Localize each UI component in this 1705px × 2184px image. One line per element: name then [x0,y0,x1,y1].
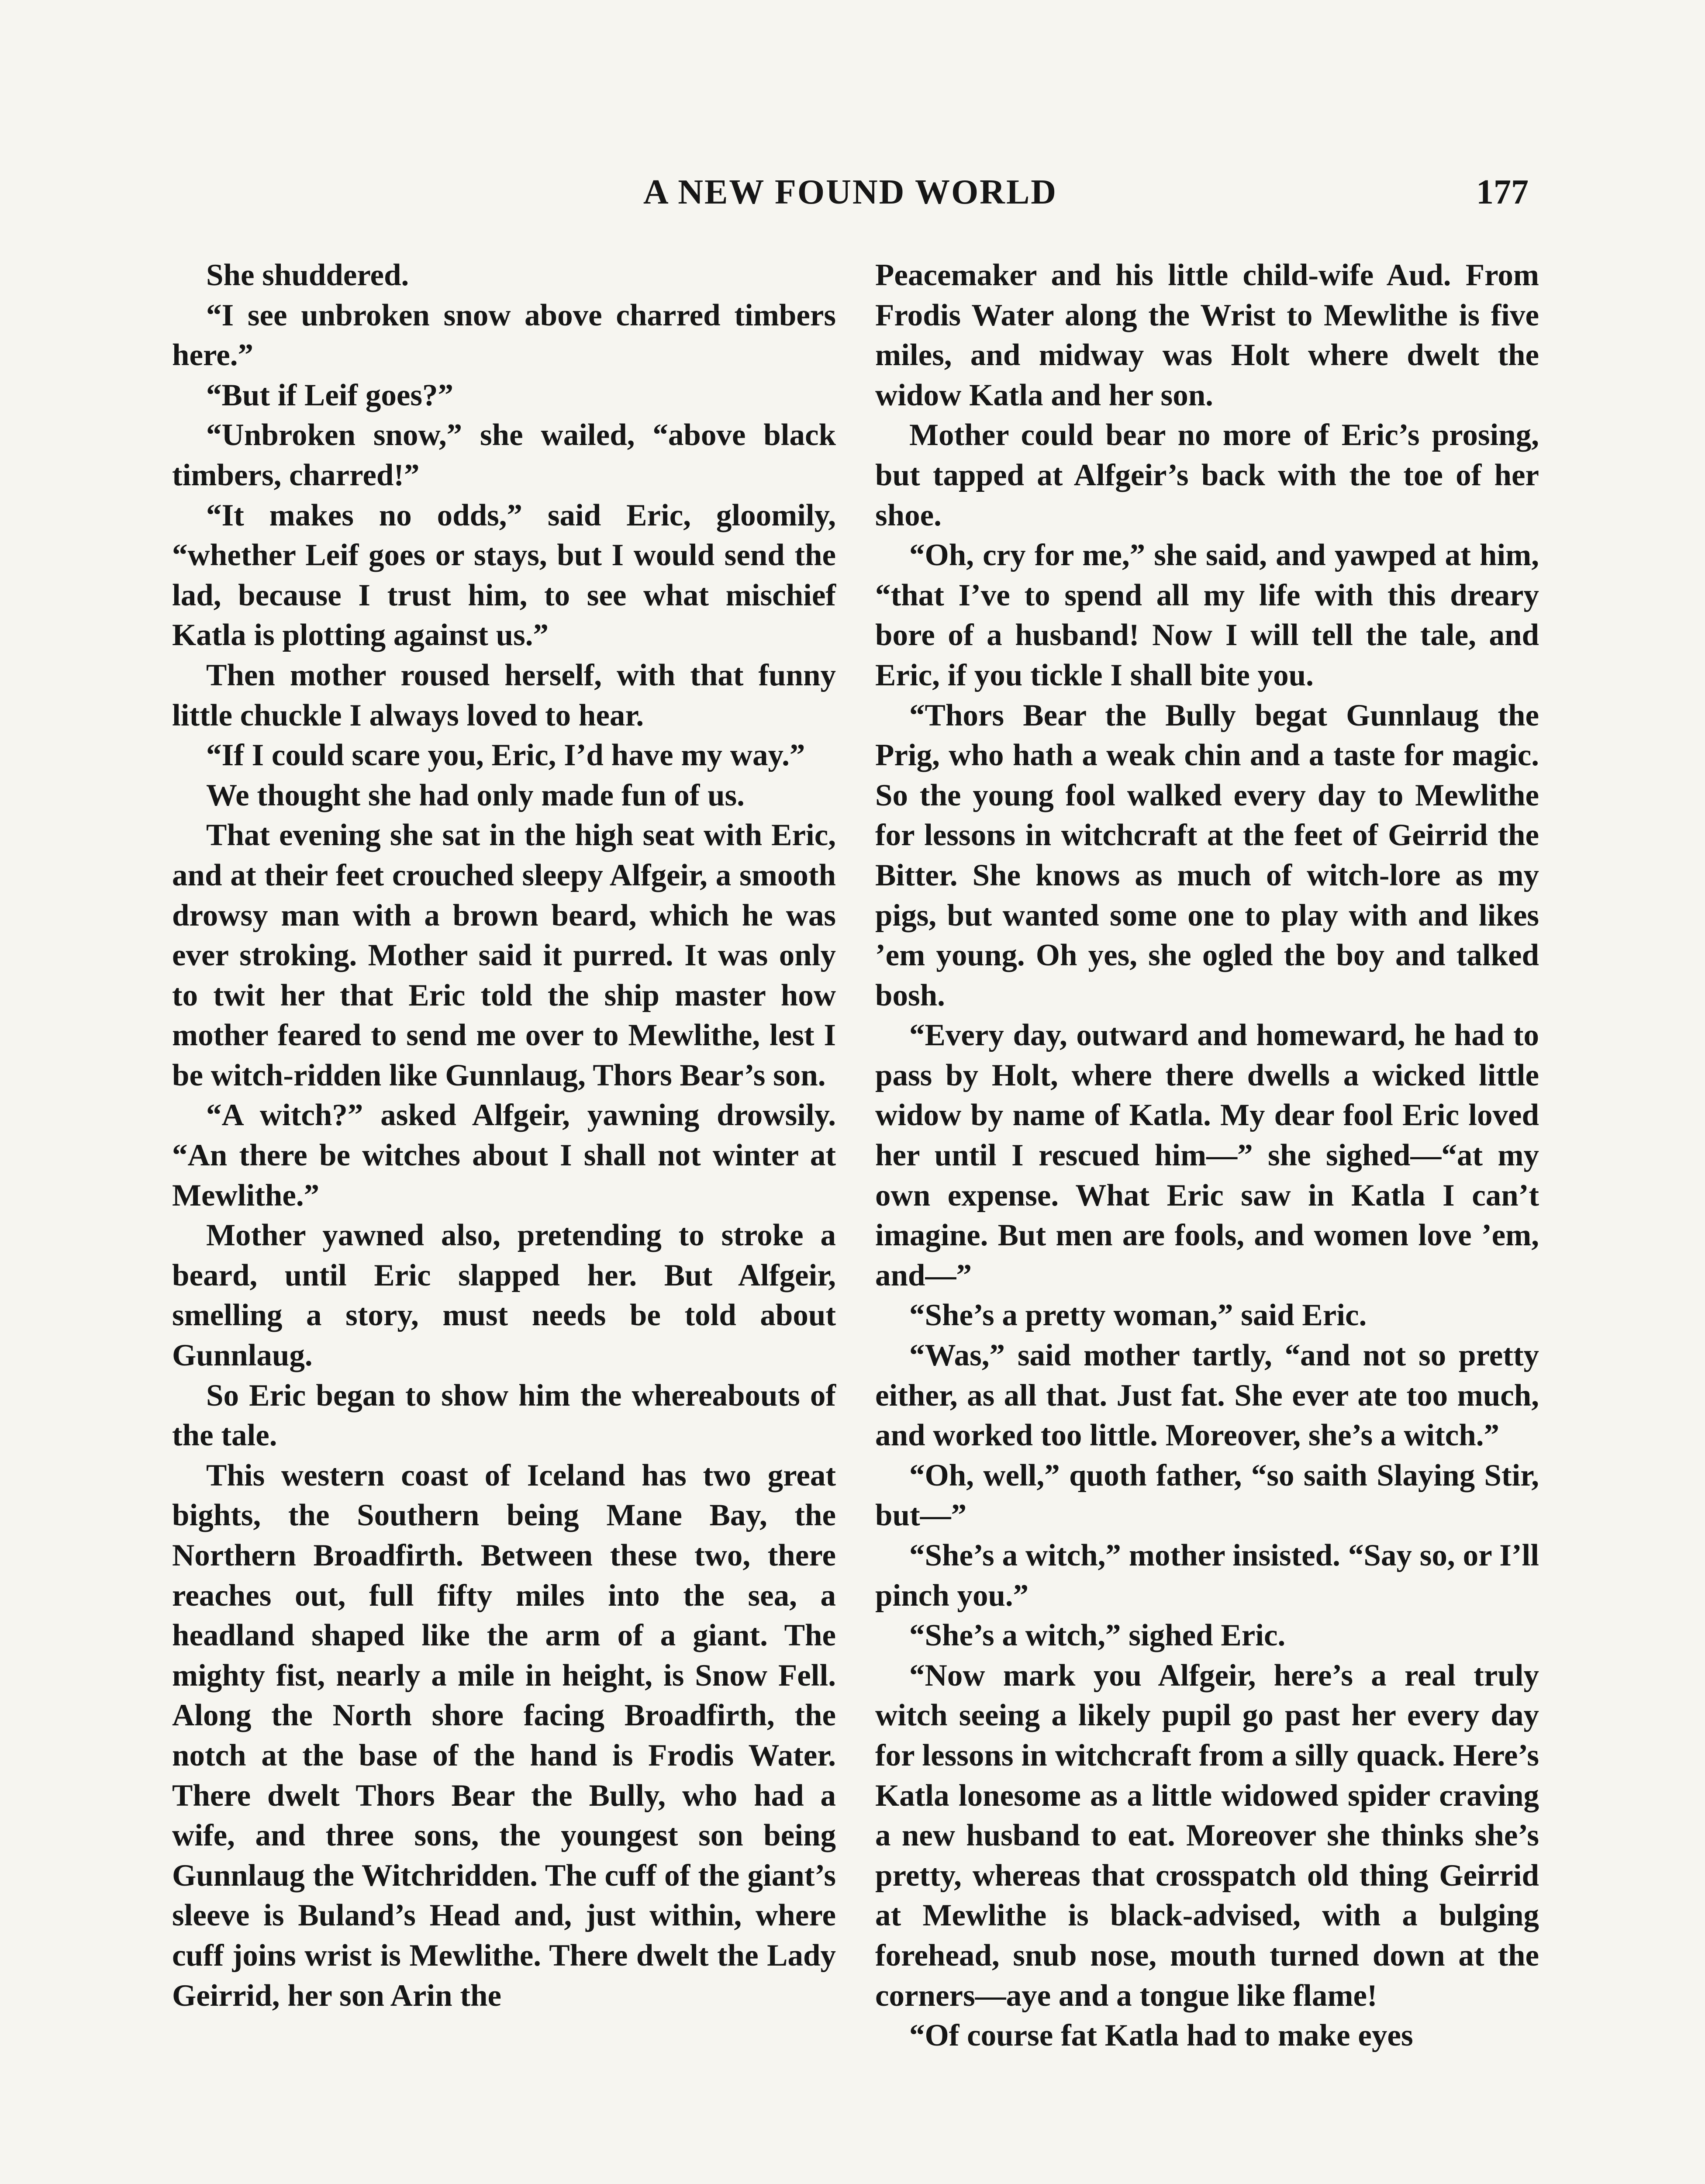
left-text-column [172,256,836,2016]
page-number: 177 [1476,173,1529,211]
paragraph: “Every day, outward and homeward, he had to pass by Holt, where there dwells a wicked little widow by name of Katla. My dear fool Eric loved her until I rescued him—” she sighed—“at my own expense. What Eric saw in Katla I can’t imagine. But men are fools, and women love ’em, and—” [875,1018,1539,1292]
paragraph: “Now mark you Alfgeir, here’s a real truly witch seeing a likely pupil go past her every day for lessons in witchcraft from a silly quack. Here’s Katla lonesome as a little widowed spider craving a new husband to eat. Moreover she thinks she’s pretty, whereas that crosspatch old thing Geirrid at Mewlithe is black-advised, with a bulging forehead, snub nose, mouth turned down at the corners—aye and a tongue like flame! [875,1658,1539,2013]
right-text-column [875,256,1539,2056]
page-header [172,173,1529,221]
paragraph: “She’s a witch,” mother insisted. “Say so, or I’ll pinch you.” [875,1538,1539,1613]
paragraph: Peacemaker and his little child-wife Aud. From Frodis Water along the Wrist to Mewlithe is five miles, and midway was Holt where dwelt the widow Katla and her son. [875,258,1539,412]
paragraph: “Was,” said mother tartly, “and not so pretty either, as all that. Just fat. She ever ate too much, and worked too little. Moreover, she’s a witch.” [875,1338,1539,1453]
paragraph: We thought she had only made fun of us. [206,778,745,812]
paragraph: Then mother roused herself, with that funny little chuckle I always loved to hear. [172,658,836,733]
paragraph: “She’s a witch,” sighed Eric. [909,1618,1286,1653]
paragraph: “A witch?” asked Alfgeir, yawning drowsily. “An there be witches about I shall not winter at Mewlithe.” [172,1098,836,1213]
paragraph: “Oh, well,” quoth father, “so saith Slaying Stir, but—” [875,1458,1539,1533]
paragraph: Mother yawned also, pretending to stroke a beard, until Eric slapped her. But Alfgeir, smelling a story, must needs be told about Gunnlaug. [172,1218,836,1373]
paragraph: “Thors Bear the Bully begat Gunnlaug the Prig, who hath a weak chin and a taste for magic. So the young fool walked every day to Mewlithe for lessons in witchcraft at the feet of Geirrid the Bitter. She knows as much of witch-lore as my pigs, but wanted some one to play with and likes ’em young. Oh yes, she ogled the boy and talked bosh. [875,698,1539,1013]
paragraph: “I see unbroken snow above charred timbers here.” [172,298,836,373]
paragraph: “Oh, cry for me,” she said, and yawped at him, “that I’ve to spend all my life with this dreary bore of a husband! Now I will tell the tale, and Eric, if you tickle I shall bite you. [875,538,1539,692]
paragraph: “She’s a pretty woman,” said Eric. [909,1298,1367,1333]
running-title: A NEW FOUND WORLD [643,173,1058,211]
paragraph: Mother could bear no more of Eric’s prosing, but tapped at Alfgeir’s back with the toe of her shoe. [875,418,1539,532]
paragraph: “Of course fat Katla had to make eyes [909,2018,1413,2053]
paragraph: This western coast of Iceland has two great bights, the Southern being Mane Bay, the Northern Broadfirth. Between these two, there reaches out, full fifty miles into the sea, a headland shaped like the arm of a giant. The mighty fist, nearly a mile in height, is Snow Fell. Along the North shore facing Broadfirth, the notch at the base of the hand is Frodis Water. There dwelt Thors Bear the Bully, who had a wife, and three sons, the youngest son being Gunnlaug the Witchridden. The cuff of the giant’s sleeve is Buland’s Head and, just within, where cuff joins wrist is Mewlithe. There dwelt the Lady Geirrid, her son Arin the [172,1458,836,2013]
paragraph: So Eric began to show him the whereabouts of the tale. [172,1378,836,1453]
paragraph: “If I could scare you, Eric, I’d have my way.” [206,738,805,773]
paragraph: “But if Leif goes?” [206,378,453,412]
paragraph: “Unbroken snow,” she wailed, “above black timbers, charred!” [172,418,836,492]
paragraph: She shuddered. [206,258,409,292]
paragraph: “It makes no odds,” said Eric, gloomily, “whether Leif goes or stays, but I would send the lad, because I trust him, to see what mischief Katla is plotting against us.” [172,498,836,653]
paragraph: That evening she sat in the high seat with Eric, and at their feet crouched sleepy Alfgeir, a smooth drowsy man with a brown beard, which he was ever stroking. Mother said it purred. It was only to twit her that Eric told the ship master how mother feared to send me over to Mewlithe, lest I be witch-ridden like Gunnlaug, Thors Bear’s son. [172,818,836,1092]
